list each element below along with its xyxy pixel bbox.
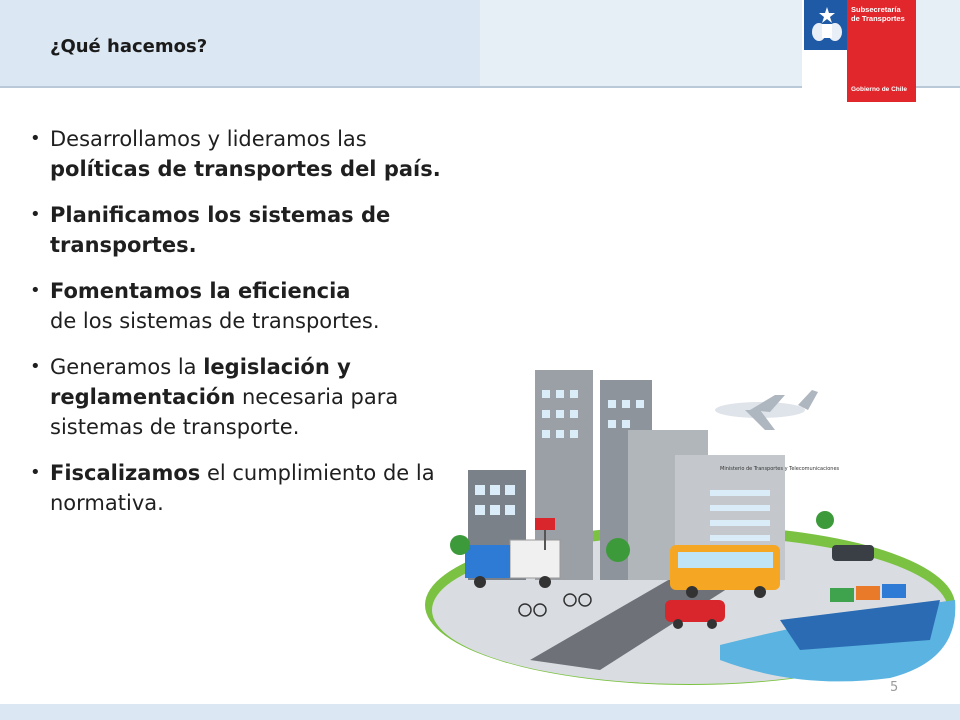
page-title: ¿Qué hacemos? — [50, 36, 208, 57]
bullet-text-bold: Planificamos los sistemas de transportes. — [50, 203, 391, 257]
car-icon — [832, 545, 874, 561]
logo-white-block — [804, 50, 847, 102]
bullet-text-bold: Fomentamos la eficiencia — [50, 279, 351, 303]
footer-band — [0, 704, 960, 720]
logo-line-2: de Transportes — [851, 14, 905, 23]
airplane-icon — [715, 390, 818, 430]
logo-title — [851, 5, 915, 23]
bullet-list — [30, 124, 480, 534]
bullet-text-plain: de los sistemas de transportes. — [50, 309, 380, 333]
bullet-dot-icon: • — [30, 462, 41, 483]
ministry-sign: Ministerio de Transportes y Telecomunicaciones — [720, 466, 840, 472]
bullet-text-bold: políticas de transportes del país. — [50, 157, 441, 181]
bullet-text-bold: Fiscalizamos — [50, 461, 201, 485]
bullet-item — [30, 458, 480, 518]
bullet-dot-icon: • — [30, 280, 41, 301]
government-logo — [802, 0, 916, 102]
bullet-text-bold: legislación y reglamentación — [50, 355, 351, 409]
bullet-text-plain: el cumplimiento de la normativa. — [50, 461, 435, 515]
bullet-dot-icon: • — [30, 128, 41, 149]
bullet-item — [30, 352, 480, 442]
bullet-item — [30, 276, 480, 336]
logo-line-1: Subsecretaría — [851, 5, 901, 14]
bullet-dot-icon: • — [30, 204, 41, 225]
logo-bottom-text: Gobierno de Chile — [851, 86, 907, 93]
page-number: 5 — [890, 680, 899, 695]
city-transport-illustration — [420, 360, 960, 690]
bullet-text-plain: Desarrollamos y lideramos las — [50, 127, 367, 151]
bullet-text-plain: Generamos la — [50, 355, 204, 379]
bullet-item — [30, 200, 480, 260]
bullet-item — [30, 124, 480, 184]
chile-crest-icon — [808, 4, 846, 46]
bullet-text-plain: necesaria para sistemas de transporte. — [50, 385, 399, 439]
bullet-dot-icon: • — [30, 356, 41, 377]
